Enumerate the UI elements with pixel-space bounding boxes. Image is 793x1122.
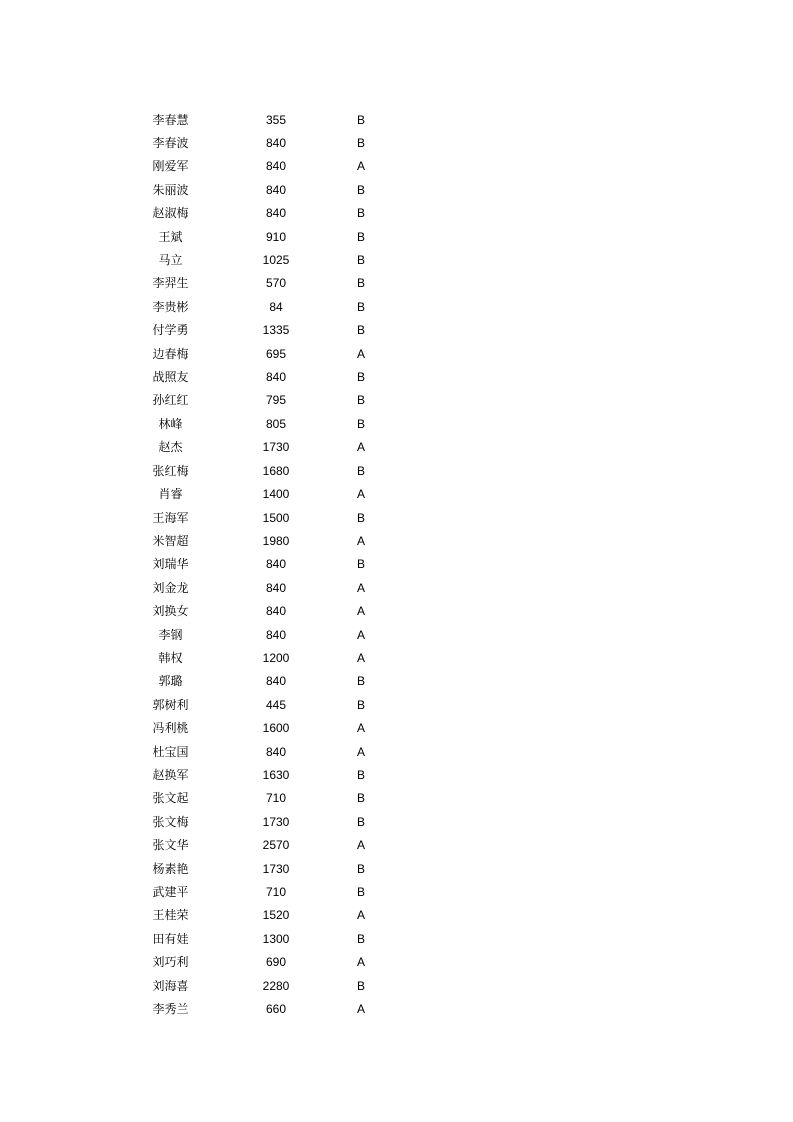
amount-value: 840	[265, 557, 287, 572]
amount-value: 1630	[262, 767, 290, 782]
grade-letter: A	[356, 838, 365, 853]
amount-value: 910	[265, 229, 287, 244]
person-name: 武建平	[152, 885, 189, 899]
table-row	[128, 928, 383, 951]
table-row	[128, 881, 383, 904]
table-row	[128, 577, 383, 600]
person-name: 王桂荣	[152, 908, 189, 923]
amount-value: 840	[265, 159, 287, 174]
table-row	[128, 413, 383, 436]
person-name: 杨素艳	[152, 861, 189, 876]
amount-value: 840	[265, 580, 287, 595]
table-row	[128, 717, 383, 740]
table-row	[128, 179, 383, 202]
amount-value: 355	[265, 112, 287, 127]
table-row	[128, 787, 383, 810]
amount-value: 1300	[262, 931, 290, 946]
person-name: 张红梅	[152, 463, 189, 478]
grade-letter: B	[356, 674, 365, 689]
amount-value: 2570	[262, 838, 290, 853]
person-name: 李春慧	[152, 112, 189, 127]
table-row	[128, 226, 383, 249]
table-row	[128, 436, 383, 459]
amount-value: 1730	[262, 861, 290, 876]
person-name: 张文华	[152, 838, 189, 853]
table-row	[128, 389, 383, 412]
table-row	[128, 109, 383, 132]
amount-value: 1680	[262, 463, 290, 478]
name-amount-grade-table	[128, 109, 383, 1022]
table-row	[128, 694, 383, 717]
person-name: 赵淑梅	[152, 206, 189, 221]
person-name: 张文梅	[152, 814, 189, 829]
grade-letter: A	[356, 487, 365, 502]
person-name: 战照友	[152, 370, 189, 385]
amount-value: 795	[265, 393, 287, 408]
amount-value: 840	[265, 136, 287, 150]
table-row	[128, 904, 383, 927]
person-name: 田有娃	[152, 931, 189, 946]
grade-letter: B	[356, 229, 365, 244]
grade-letter: A	[356, 533, 365, 548]
table-row	[128, 343, 383, 366]
person-name: 刘瑞华	[152, 557, 189, 572]
grade-letter: A	[356, 721, 365, 736]
table-row	[128, 951, 383, 974]
person-name: 杜宝国	[152, 744, 189, 759]
grade-letter: B	[356, 767, 365, 782]
person-name: 刘海喜	[152, 978, 189, 993]
table-row	[128, 998, 383, 1021]
amount-value: 570	[265, 276, 287, 291]
grade-letter: B	[356, 253, 365, 268]
amount-value: 1520	[262, 908, 290, 923]
grade-letter: B	[356, 276, 365, 291]
table-row	[128, 366, 383, 389]
person-name: 李春波	[152, 136, 189, 150]
amount-value: 710	[265, 791, 287, 806]
grade-letter: A	[356, 955, 365, 970]
amount-value: 840	[265, 674, 287, 689]
table-row	[128, 132, 383, 155]
grade-letter: B	[356, 510, 365, 525]
table-row	[128, 975, 383, 998]
person-name: 朱丽波	[152, 182, 189, 197]
grade-letter: B	[356, 370, 365, 385]
amount-value: 1500	[262, 510, 290, 525]
table-row	[128, 272, 383, 295]
table-row	[128, 811, 383, 834]
grade-letter: B	[356, 206, 365, 221]
amount-value: 805	[265, 416, 287, 431]
grade-letter: A	[356, 627, 365, 642]
amount-value: 84	[269, 299, 283, 314]
table-row	[128, 600, 383, 623]
amount-value: 1980	[262, 533, 290, 548]
grade-letter: B	[356, 323, 365, 338]
table-row	[128, 858, 383, 881]
person-name: 付学勇	[152, 323, 189, 338]
person-name: 边春梅	[152, 346, 189, 361]
amount-value: 660	[265, 1002, 287, 1017]
amount-value: 445	[265, 697, 287, 712]
table-row	[128, 647, 383, 670]
table-row	[128, 249, 383, 272]
grade-letter: B	[356, 463, 365, 478]
person-name: 王海军	[152, 510, 189, 525]
person-name: 李贵彬	[152, 299, 189, 314]
grade-letter: B	[356, 791, 365, 806]
table-row	[128, 155, 383, 178]
amount-value: 840	[265, 744, 287, 759]
grade-letter: A	[356, 908, 365, 923]
grade-letter: B	[356, 557, 365, 572]
person-name: 孙红红	[152, 393, 189, 408]
grade-letter: A	[356, 650, 365, 665]
table-row	[128, 483, 383, 506]
person-name: 刚爱军	[152, 159, 189, 174]
person-name: 肖睿	[158, 487, 183, 502]
amount-value: 1025	[262, 253, 290, 268]
person-name: 郭璐	[158, 674, 183, 689]
grade-letter: B	[356, 861, 365, 876]
amount-value: 710	[265, 885, 287, 899]
grade-letter: B	[356, 112, 365, 127]
person-name: 李钢	[158, 627, 183, 642]
person-name: 刘巧利	[152, 955, 189, 970]
person-name: 郭树利	[152, 697, 189, 712]
grade-letter: B	[356, 978, 365, 993]
amount-value: 840	[265, 604, 287, 619]
person-name: 李羿生	[152, 276, 189, 291]
grade-letter: B	[356, 299, 365, 314]
grade-letter: A	[356, 744, 365, 759]
grade-letter: A	[356, 440, 365, 455]
person-name: 赵杰	[158, 440, 183, 455]
grade-letter: B	[356, 393, 365, 408]
table-row	[128, 624, 383, 647]
table-row	[128, 507, 383, 530]
grade-letter: A	[356, 346, 365, 361]
table-row	[128, 530, 383, 553]
table-row	[128, 834, 383, 857]
person-name: 刘金龙	[152, 580, 189, 595]
grade-letter: A	[356, 604, 365, 619]
amount-value: 840	[265, 182, 287, 197]
grade-letter: B	[356, 136, 365, 150]
amount-value: 1730	[262, 814, 290, 829]
table-row	[128, 553, 383, 576]
amount-value: 1730	[262, 440, 290, 455]
table-row	[128, 741, 383, 764]
amount-value: 840	[265, 370, 287, 385]
person-name: 米智超	[152, 533, 189, 548]
person-name: 林峰	[158, 416, 183, 431]
amount-value: 1335	[262, 323, 290, 338]
amount-value: 1600	[262, 721, 290, 736]
table-row	[128, 319, 383, 342]
grade-letter: B	[356, 416, 365, 431]
person-name: 冯利桃	[152, 721, 189, 736]
person-name: 王斌	[158, 229, 183, 244]
grade-letter: B	[356, 885, 365, 899]
amount-value: 840	[265, 627, 287, 642]
grade-letter: A	[356, 580, 365, 595]
amount-value: 695	[265, 346, 287, 361]
table-row	[128, 460, 383, 483]
person-name: 张文起	[152, 791, 189, 806]
grade-letter: B	[356, 814, 365, 829]
grade-letter: B	[356, 182, 365, 197]
table-row	[128, 296, 383, 319]
grade-letter: A	[356, 159, 365, 174]
amount-value: 1400	[262, 487, 290, 502]
person-name: 赵换军	[152, 767, 189, 782]
amount-value: 690	[265, 955, 287, 970]
amount-value: 840	[265, 206, 287, 221]
table-row	[128, 764, 383, 787]
person-name: 刘换女	[152, 604, 189, 619]
grade-letter: B	[356, 931, 365, 946]
table-row	[128, 202, 383, 225]
table-row	[128, 670, 383, 693]
person-name: 李秀兰	[152, 1002, 189, 1017]
person-name: 马立	[158, 253, 183, 268]
grade-letter: A	[356, 1002, 365, 1017]
amount-value: 1200	[262, 650, 290, 665]
amount-value: 2280	[262, 978, 290, 993]
person-name: 韩权	[158, 650, 183, 665]
grade-letter: B	[356, 697, 365, 712]
